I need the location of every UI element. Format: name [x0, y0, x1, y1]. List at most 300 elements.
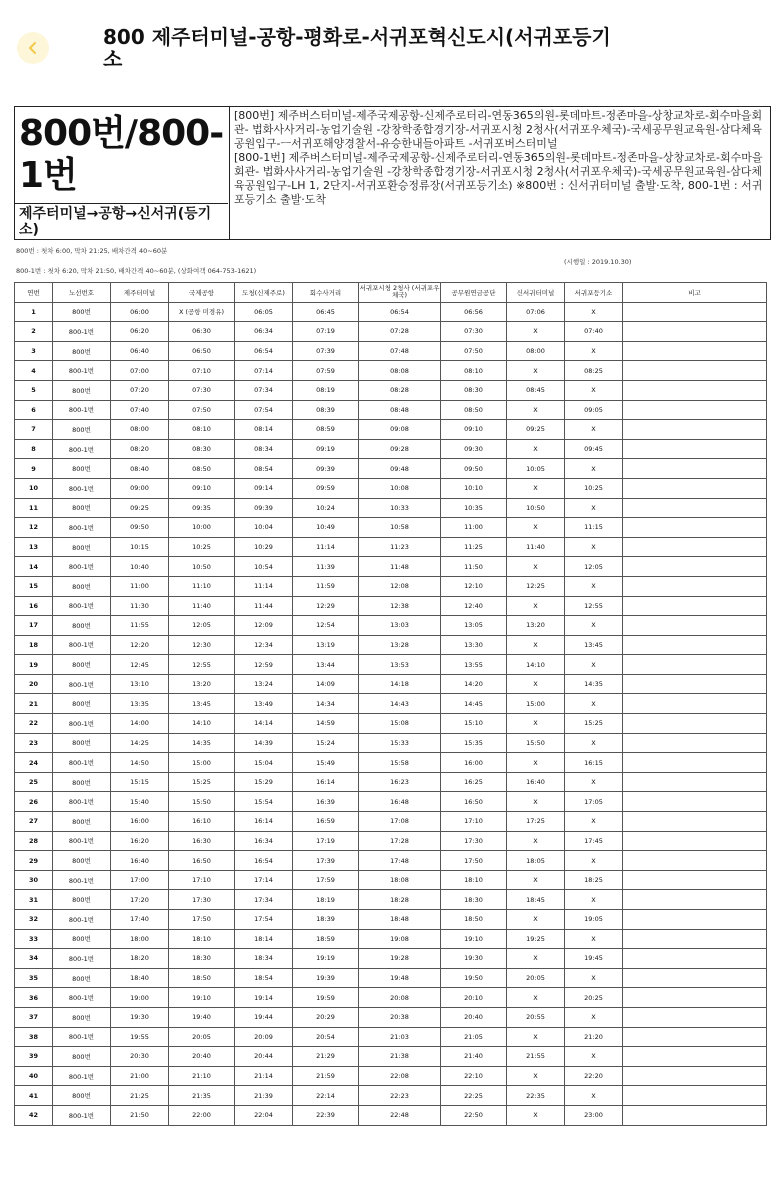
- table-cell: 19:39: [293, 968, 359, 988]
- table-cell: [623, 420, 767, 440]
- table-cell: 08:00: [507, 341, 565, 361]
- table-cell: 08:00: [111, 420, 169, 440]
- table-cell: 800-1번: [53, 792, 111, 812]
- table-cell: 800-1번: [53, 322, 111, 342]
- table-cell: 20:25: [565, 988, 623, 1008]
- row-number-cell: 25: [15, 772, 53, 792]
- back-button[interactable]: [17, 32, 49, 64]
- table-cell: 06:20: [111, 322, 169, 342]
- table-cell: X: [565, 929, 623, 949]
- row-number-cell: 28: [15, 831, 53, 851]
- table-cell: X (공항 미경유): [169, 302, 235, 322]
- table-cell: 17:10: [441, 812, 507, 832]
- table-cell: 07:20: [111, 380, 169, 400]
- table-cell: [623, 792, 767, 812]
- table-cell: 11:00: [111, 576, 169, 596]
- table-cell: 15:50: [169, 792, 235, 812]
- table-cell: 17:40: [111, 910, 169, 930]
- table-cell: [623, 478, 767, 498]
- table-cell: 08:30: [169, 439, 235, 459]
- row-number-cell: 23: [15, 733, 53, 753]
- table-cell: 07:54: [235, 400, 293, 420]
- table-cell: 22:08: [359, 1066, 441, 1086]
- route-desc-800: [800번] 제주버스터미널-제주국제공항-신제주로터리-연동365의원-롯데마트-정존마을-상창교차로-회수마을회관- 법화사사거리-농업기술원 -강창학종합경기장-서귀포시청 2청사(서귀포우체국)-국세공무원교육원-삼다체육공원입구-ㅡ서귀포해양경찰서-유승한내들아파트 -서귀포버스터미널: [234, 109, 763, 150]
- table-cell: 800번: [53, 733, 111, 753]
- table-cell: 800번: [53, 498, 111, 518]
- table-cell: 06:00: [111, 302, 169, 322]
- table-cell: 15:58: [359, 753, 441, 773]
- table-cell: [623, 341, 767, 361]
- table-cell: 12:38: [359, 596, 441, 616]
- table-cell: 800-1번: [53, 596, 111, 616]
- table-cell: 07:59: [293, 361, 359, 381]
- table-cell: 20:44: [235, 1047, 293, 1067]
- table-row: [15, 988, 767, 1008]
- table-cell: 14:34: [293, 694, 359, 714]
- row-number-cell: 4: [15, 361, 53, 381]
- table-cell: [623, 1047, 767, 1067]
- table-cell: 11:55: [111, 616, 169, 636]
- row-number-cell: 41: [15, 1086, 53, 1106]
- table-cell: 10:25: [169, 537, 235, 557]
- table-cell: 14:09: [293, 674, 359, 694]
- table-row: [15, 792, 767, 812]
- table-cell: 14:45: [441, 694, 507, 714]
- table-row: [15, 635, 767, 655]
- column-header: 연번: [15, 283, 53, 303]
- table-cell: 09:45: [565, 439, 623, 459]
- table-cell: 15:24: [293, 733, 359, 753]
- table-cell: 12:30: [169, 635, 235, 655]
- table-cell: 22:48: [359, 1105, 441, 1125]
- table-cell: 08:39: [293, 400, 359, 420]
- table-cell: [623, 988, 767, 1008]
- table-cell: 07:39: [293, 341, 359, 361]
- table-cell: 800번: [53, 929, 111, 949]
- row-number-cell: 34: [15, 949, 53, 969]
- table-cell: 14:50: [111, 753, 169, 773]
- table-cell: 08:40: [111, 459, 169, 479]
- table-cell: 17:39: [293, 851, 359, 871]
- table-cell: 10:54: [235, 557, 293, 577]
- row-number-cell: 10: [15, 478, 53, 498]
- table-cell: X: [507, 439, 565, 459]
- table-cell: 20:10: [441, 988, 507, 1008]
- table-cell: 18:10: [441, 870, 507, 890]
- table-row: [15, 968, 767, 988]
- table-row: [15, 1027, 767, 1047]
- table-cell: 12:10: [441, 576, 507, 596]
- table-cell: X: [507, 1066, 565, 1086]
- table-cell: 20:54: [293, 1027, 359, 1047]
- table-cell: 12:25: [507, 576, 565, 596]
- table-cell: [623, 694, 767, 714]
- table-cell: 13:53: [359, 655, 441, 675]
- table-cell: 10:00: [169, 518, 235, 538]
- table-row: [15, 380, 767, 400]
- row-number-cell: 21: [15, 694, 53, 714]
- table-row: [15, 557, 767, 577]
- table-cell: 10:50: [507, 498, 565, 518]
- table-cell: X: [565, 616, 623, 636]
- table-cell: 09:10: [169, 478, 235, 498]
- table-cell: 19:48: [359, 968, 441, 988]
- table-cell: 12:09: [235, 616, 293, 636]
- row-number-cell: 3: [15, 341, 53, 361]
- table-cell: [623, 557, 767, 577]
- table-cell: [623, 733, 767, 753]
- table-cell: 800번: [53, 616, 111, 636]
- table-cell: X: [565, 1007, 623, 1027]
- table-cell: 11:40: [169, 596, 235, 616]
- table-cell: 18:14: [235, 929, 293, 949]
- table-cell: 16:48: [359, 792, 441, 812]
- table-cell: [623, 400, 767, 420]
- table-cell: 08:14: [235, 420, 293, 440]
- table-cell: 18:30: [169, 949, 235, 969]
- table-row: [15, 302, 767, 322]
- table-cell: 08:50: [169, 459, 235, 479]
- table-cell: 21:10: [169, 1066, 235, 1086]
- table-row: [15, 400, 767, 420]
- table-cell: 11:10: [169, 576, 235, 596]
- table-cell: 800-1번: [53, 949, 111, 969]
- table-cell: 16:14: [293, 772, 359, 792]
- table-cell: [623, 1007, 767, 1027]
- table-row: [15, 1047, 767, 1067]
- table-cell: 800-1번: [53, 635, 111, 655]
- table-cell: 16:59: [293, 812, 359, 832]
- table-cell: 10:24: [293, 498, 359, 518]
- table-cell: 13:20: [507, 616, 565, 636]
- table-cell: 18:34: [235, 949, 293, 969]
- table-cell: 17:19: [293, 831, 359, 851]
- table-cell: 13:19: [293, 635, 359, 655]
- table-cell: 20:38: [359, 1007, 441, 1027]
- table-cell: 22:04: [235, 1105, 293, 1125]
- table-cell: 06:34: [235, 322, 293, 342]
- table-cell: 17:59: [293, 870, 359, 890]
- table-cell: 16:00: [441, 753, 507, 773]
- table-row: [15, 772, 767, 792]
- table-cell: 14:43: [359, 694, 441, 714]
- table-cell: 800번: [53, 537, 111, 557]
- table-cell: 08:28: [359, 380, 441, 400]
- table-cell: 800번: [53, 1086, 111, 1106]
- table-cell: 08:30: [441, 380, 507, 400]
- table-cell: 17:50: [169, 910, 235, 930]
- table-header-row: [15, 283, 767, 303]
- column-header: 서귀포시청 2청사 (서귀포우체국): [359, 283, 441, 303]
- table-cell: 11:40: [507, 537, 565, 557]
- table-cell: 07:48: [359, 341, 441, 361]
- table-cell: 18:00: [111, 929, 169, 949]
- table-cell: 11:15: [565, 518, 623, 538]
- table-cell: 13:10: [111, 674, 169, 694]
- table-cell: 16:40: [111, 851, 169, 871]
- table-cell: 13:35: [111, 694, 169, 714]
- table-cell: 21:25: [111, 1086, 169, 1106]
- table-cell: [623, 851, 767, 871]
- table-row: [15, 949, 767, 969]
- table-cell: [623, 714, 767, 734]
- table-cell: 09:48: [359, 459, 441, 479]
- table-cell: 11:30: [111, 596, 169, 616]
- column-header: 국제공항: [169, 283, 235, 303]
- route-description: [230, 107, 770, 239]
- table-cell: X: [507, 635, 565, 655]
- table-cell: 09:25: [111, 498, 169, 518]
- table-cell: 07:28: [359, 322, 441, 342]
- row-number-cell: 31: [15, 890, 53, 910]
- table-cell: 15:10: [441, 714, 507, 734]
- table-cell: 09:30: [441, 439, 507, 459]
- table-cell: 17:54: [235, 910, 293, 930]
- table-cell: X: [507, 870, 565, 890]
- table-cell: X: [565, 459, 623, 479]
- table-cell: X: [565, 420, 623, 440]
- table-cell: 800번: [53, 1007, 111, 1027]
- table-cell: 800번: [53, 772, 111, 792]
- table-cell: 16:39: [293, 792, 359, 812]
- table-cell: 17:10: [169, 870, 235, 890]
- table-cell: 11:39: [293, 557, 359, 577]
- table-cell: 21:38: [359, 1047, 441, 1067]
- table-cell: 16:20: [111, 831, 169, 851]
- table-cell: 19:30: [441, 949, 507, 969]
- table-cell: 09:50: [441, 459, 507, 479]
- table-cell: 10:50: [169, 557, 235, 577]
- route-direction: 제주터미널→공항→신서귀(등기소): [15, 203, 228, 238]
- table-cell: 800-1번: [53, 518, 111, 538]
- table-cell: [623, 498, 767, 518]
- table-cell: X: [507, 988, 565, 1008]
- table-cell: 14:10: [169, 714, 235, 734]
- table-cell: 09:50: [111, 518, 169, 538]
- row-number-cell: 33: [15, 929, 53, 949]
- table-cell: 22:23: [359, 1086, 441, 1106]
- column-header: 서귀포등기소: [565, 283, 623, 303]
- table-cell: 18:08: [359, 870, 441, 890]
- row-number-cell: 18: [15, 635, 53, 655]
- row-number-cell: 35: [15, 968, 53, 988]
- table-cell: 12:40: [441, 596, 507, 616]
- table-cell: X: [507, 596, 565, 616]
- table-cell: [623, 831, 767, 851]
- table-cell: 08:25: [565, 361, 623, 381]
- table-cell: 22:25: [441, 1086, 507, 1106]
- row-number-cell: 39: [15, 1047, 53, 1067]
- table-cell: 06:40: [111, 341, 169, 361]
- table-cell: 21:29: [293, 1047, 359, 1067]
- table-cell: 18:20: [111, 949, 169, 969]
- table-cell: 09:59: [293, 478, 359, 498]
- table-cell: 09:10: [441, 420, 507, 440]
- table-row: [15, 459, 767, 479]
- row-number-cell: 22: [15, 714, 53, 734]
- table-cell: 800-1번: [53, 753, 111, 773]
- table-cell: 800번: [53, 694, 111, 714]
- table-cell: [623, 361, 767, 381]
- table-cell: 15:25: [565, 714, 623, 734]
- table-cell: 20:40: [169, 1047, 235, 1067]
- table-cell: 12:34: [235, 635, 293, 655]
- table-cell: 21:03: [359, 1027, 441, 1047]
- table-cell: 16:30: [169, 831, 235, 851]
- table-cell: 19:19: [293, 949, 359, 969]
- table-cell: 800번: [53, 420, 111, 440]
- table-cell: 800-1번: [53, 400, 111, 420]
- table-cell: 07:00: [111, 361, 169, 381]
- table-cell: 800-1번: [53, 674, 111, 694]
- table-cell: 19:25: [507, 929, 565, 949]
- table-cell: 19:59: [293, 988, 359, 1008]
- table-cell: X: [565, 851, 623, 871]
- table-cell: 19:05: [565, 910, 623, 930]
- table-cell: 18:48: [359, 910, 441, 930]
- table-cell: [623, 674, 767, 694]
- table-cell: 14:25: [111, 733, 169, 753]
- row-number-cell: 32: [15, 910, 53, 930]
- table-cell: 19:08: [359, 929, 441, 949]
- table-cell: 20:30: [111, 1047, 169, 1067]
- table-row: [15, 537, 767, 557]
- table-cell: 12:55: [565, 596, 623, 616]
- table-row: [15, 674, 767, 694]
- table-cell: 08:10: [169, 420, 235, 440]
- table-cell: 800-1번: [53, 557, 111, 577]
- table-row: [15, 596, 767, 616]
- row-number-cell: 37: [15, 1007, 53, 1027]
- route-summary: [15, 107, 230, 239]
- table-cell: 19:00: [111, 988, 169, 1008]
- info-line-800: 800번 : 첫차 6:00, 막차 21:25, 배차간격 40~60분: [16, 247, 168, 255]
- table-cell: [623, 616, 767, 636]
- table-row: [15, 1007, 767, 1027]
- table-cell: 800-1번: [53, 478, 111, 498]
- table-row: [15, 851, 767, 871]
- table-cell: 21:20: [565, 1027, 623, 1047]
- column-header: 비고: [623, 283, 767, 303]
- table-cell: 19:50: [441, 968, 507, 988]
- table-cell: X: [507, 1027, 565, 1047]
- table-cell: 13:44: [293, 655, 359, 675]
- table-cell: [623, 322, 767, 342]
- row-number-cell: 26: [15, 792, 53, 812]
- table-cell: 17:30: [169, 890, 235, 910]
- effective-date: (시행일 : 2019.10.30): [564, 258, 632, 266]
- table-cell: 800번: [53, 459, 111, 479]
- table-cell: X: [507, 1105, 565, 1125]
- table-cell: X: [507, 557, 565, 577]
- table-cell: X: [565, 812, 623, 832]
- table-cell: 07:40: [111, 400, 169, 420]
- table-cell: 20:40: [441, 1007, 507, 1027]
- table-cell: 15:54: [235, 792, 293, 812]
- table-cell: [623, 929, 767, 949]
- table-cell: 09:25: [507, 420, 565, 440]
- table-cell: [623, 870, 767, 890]
- table-cell: 07:06: [507, 302, 565, 322]
- table-row: [15, 910, 767, 930]
- table-cell: 18:40: [111, 968, 169, 988]
- row-number-cell: 20: [15, 674, 53, 694]
- table-cell: 12:54: [293, 616, 359, 636]
- table-cell: 13:45: [169, 694, 235, 714]
- table-cell: [623, 576, 767, 596]
- table-cell: 17:45: [565, 831, 623, 851]
- table-cell: 08:10: [441, 361, 507, 381]
- table-cell: [623, 439, 767, 459]
- table-cell: 20:29: [293, 1007, 359, 1027]
- table-cell: [623, 596, 767, 616]
- timetable-document: [14, 106, 771, 1126]
- table-cell: [623, 1086, 767, 1106]
- table-cell: 16:10: [169, 812, 235, 832]
- table-cell: 18:19: [293, 890, 359, 910]
- table-cell: [623, 518, 767, 538]
- table-row: [15, 1105, 767, 1125]
- table-cell: X: [507, 910, 565, 930]
- table-cell: [623, 635, 767, 655]
- table-cell: 08:45: [507, 380, 565, 400]
- table-cell: 800-1번: [53, 1066, 111, 1086]
- table-cell: 16:54: [235, 851, 293, 871]
- table-cell: 17:25: [507, 812, 565, 832]
- table-cell: 19:40: [169, 1007, 235, 1027]
- row-number-cell: 11: [15, 498, 53, 518]
- info-line-800-1: 800-1번 : 첫차 6:20, 막차 21:50, 배차간격 40~60분, (상화여객 064-753-1621): [16, 267, 257, 275]
- table-cell: [623, 459, 767, 479]
- table-cell: 16:50: [441, 792, 507, 812]
- table-cell: 21:05: [441, 1027, 507, 1047]
- table-cell: X: [565, 655, 623, 675]
- table-cell: 21:35: [169, 1086, 235, 1106]
- row-number-cell: 27: [15, 812, 53, 832]
- column-header: 도청(신제주로): [235, 283, 293, 303]
- row-number-cell: 8: [15, 439, 53, 459]
- schedule-info: [14, 240, 771, 282]
- table-cell: 19:30: [111, 1007, 169, 1027]
- table-cell: X: [507, 949, 565, 969]
- table-cell: 07:19: [293, 322, 359, 342]
- table-cell: 800번: [53, 341, 111, 361]
- table-cell: 15:33: [359, 733, 441, 753]
- table-cell: 15:04: [235, 753, 293, 773]
- table-cell: 21:40: [441, 1047, 507, 1067]
- table-cell: 10:49: [293, 518, 359, 538]
- table-cell: 18:10: [169, 929, 235, 949]
- table-cell: 21:50: [111, 1105, 169, 1125]
- table-cell: 19:14: [235, 988, 293, 1008]
- table-cell: 15:29: [235, 772, 293, 792]
- table-cell: 19:45: [565, 949, 623, 969]
- table-cell: X: [507, 478, 565, 498]
- table-cell: 22:10: [441, 1066, 507, 1086]
- table-cell: 14:18: [359, 674, 441, 694]
- table-cell: 09:35: [169, 498, 235, 518]
- table-cell: 11:14: [235, 576, 293, 596]
- row-number-cell: 29: [15, 851, 53, 871]
- table-row: [15, 714, 767, 734]
- table-cell: [623, 1027, 767, 1047]
- table-cell: 08:59: [293, 420, 359, 440]
- row-number-cell: 5: [15, 380, 53, 400]
- table-row: [15, 753, 767, 773]
- table-cell: 20:55: [507, 1007, 565, 1027]
- table-cell: 18:39: [293, 910, 359, 930]
- table-cell: X: [507, 674, 565, 694]
